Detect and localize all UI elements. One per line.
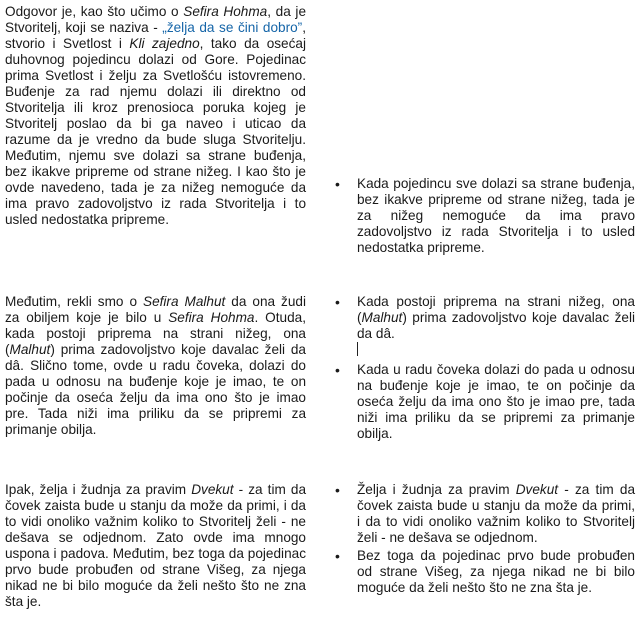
text-run: . Otuda, kada postoji priprema na strani nižeg, ona ( — [5, 310, 306, 357]
text-run: , da je Stvoritelj, koji se naziva - — [5, 4, 307, 35]
bullet-text — [357, 548, 635, 596]
text-run: , tako da osećaj duhovnog pojedincu dolazi od Gore. Pojedinac prima Svetlost i želju za Svetlošću istovremeno. Buđenje za rad njemu dolazi ili direktno od Stvoritelja ili kroz prenosioca poruka kojeg je Stvoritelj poslao da bi ga naveo i uticao da razume da je vredno da bude sluga Stvoritelju. Međutim, njemu sve dolazi sa strane buđenja, bez ikakve pripreme od strane nižeg. I kao što je ovde navedeno, tada je za nižeg nemoguće da ima pravo zadovoljstvo iz rada Stvoritelja i to usled nedostatka pripreme. — [5, 36, 306, 227]
bullet-item — [335, 482, 635, 546]
highlighted-quote: „želja da se čini dobro” — [162, 20, 303, 35]
italic-term: Dvekut — [515, 482, 559, 497]
text-run: ) prima zadovoljstvo koje davalac želi da dâ. — [357, 310, 635, 341]
bullet-item — [335, 548, 635, 596]
text-run: , stvorio i Svetlost i — [5, 20, 306, 51]
text-run: Ipak, želja i žudnja za pravim — [5, 482, 192, 497]
italic-term: Sefira Malhut — [143, 294, 226, 309]
left-paragraph-1 — [5, 4, 306, 228]
left-paragraph-3 — [5, 482, 306, 610]
text-run: Međutim, rekli smo o — [5, 294, 143, 309]
text-run: Kada u radu čoveka dolazi do pada u odnosu na buđenje koje je imao, te on počinje da oseća želju da ima ono što je imao pre, tada niži ima priliku da se pripremi za primanje obilja. — [357, 362, 635, 441]
text-run: da ona žudi za obiljem koje je bilo u — [5, 294, 306, 325]
text-run: ) prima zadovoljstvo koje davalac želi da dâ. Slično tome, ovde u radu čoveka, dolazi do pada u odnosu na buđenje koje je imao, te on počinje da oseća želju da ima ono što je imao pre. Tada niži ima priliku da se pripremi za primanje obilja. — [5, 342, 306, 437]
text-run: Kada pojedincu sve dolazi sa strane buđenja, bez ikakve pripreme od strane nižeg, tada je za nižeg nemoguće da ima pravo zadovoljstvo iz rada Stvoritelja i to usled nedostatka pripreme. — [357, 176, 635, 255]
italic-term: Malhut — [361, 310, 403, 325]
italic-term: Malhut — [9, 342, 51, 357]
bullet-icon: • — [335, 362, 340, 378]
text-run: - za tim da čovek zaista bude u stanju da može da primi, i da to vidi onoliko važnim koliko to Stvoritelj želi - ne dešava se odjednom. Zato ovde ima mnogo uspona i padova. Međutim, bez toga da pojedinac prvo bude probuđen od strane Višeg, za njega nikad ne bi bilo moguće da želi nešto što ne zna šta je. — [5, 482, 307, 609]
text-run: Želja i žudnja za pravim — [357, 482, 516, 497]
bullet-text — [357, 482, 635, 546]
bullet-text — [357, 294, 635, 342]
bullet-item — [335, 294, 635, 342]
right-bullets-2 — [335, 294, 635, 442]
bullet-icon: • — [335, 482, 340, 498]
right-bullets-3 — [335, 482, 635, 596]
bullet-icon: • — [335, 294, 340, 310]
bullet-icon: • — [335, 548, 340, 564]
text-run: Kada postoji priprema na strani nižeg, ona ( — [357, 294, 635, 325]
text-cursor-icon — [357, 342, 358, 356]
bullet-icon: • — [335, 176, 340, 192]
left-paragraph-2 — [5, 294, 306, 438]
text-run: Bez toga da pojedinac prvo bude probuđen od strane Višeg, za njega nikad ne bi bilo moguće da želi nešto što ne zna šta je. — [357, 548, 635, 595]
italic-term: Sefira Hohma — [183, 4, 268, 19]
bullet-text — [357, 362, 635, 442]
bullet-item — [335, 362, 635, 442]
italic-term: Kli zajedno — [129, 36, 200, 51]
italic-term: Sefira Hohma — [168, 310, 255, 325]
right-bullets-1 — [335, 176, 635, 256]
text-cursor — [335, 342, 635, 360]
italic-term: Dvekut — [191, 482, 234, 497]
bullet-item — [335, 176, 635, 256]
bullet-text — [357, 176, 635, 256]
text-run: Odgovor je, kao što učimo o — [5, 4, 184, 19]
text-run: - za tim da čovek zaista bude u stanju da može da primi, i da to vidi onoliko važnim koliko to Stvoritelj želi - ne dešava se odjednom. — [357, 482, 636, 545]
